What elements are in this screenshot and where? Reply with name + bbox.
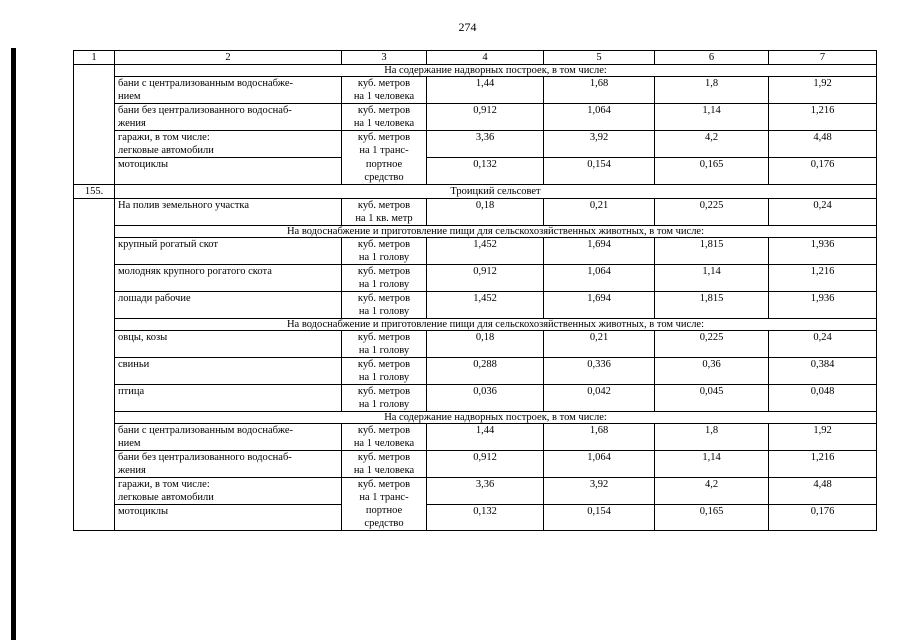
table-body: [74, 65, 877, 531]
item-name: птица: [115, 384, 342, 411]
section-row: [74, 318, 877, 330]
value-cell: 1,14: [655, 450, 769, 477]
blank-cell: [74, 291, 115, 318]
section-row: [74, 65, 877, 77]
value-cell: 0,24: [769, 330, 877, 357]
unit-cell: куб. метров на 1 кв. метр: [342, 198, 427, 225]
table-row: [74, 384, 877, 411]
value-cell: 0,048: [769, 384, 877, 411]
table-row: [74, 291, 877, 318]
unit-cell: куб. метров на 1 человека: [342, 450, 427, 477]
item-name: бани с централизованным водоснабже- нием: [115, 423, 342, 450]
value-cell: 1,064: [544, 264, 655, 291]
value-cell: 0,21: [544, 198, 655, 225]
value-cell: 1,8: [655, 77, 769, 104]
page-number: 274: [458, 20, 477, 34]
value-cell: 1,064: [544, 104, 655, 131]
item-name: лошади рабочие: [115, 291, 342, 318]
blank-cell: [74, 450, 115, 477]
column-number-cell: 5: [544, 51, 655, 65]
locality-row: [74, 184, 877, 198]
unit-cell: куб. метров на 1 транс-: [342, 477, 427, 504]
unit-cell: портное средство: [342, 158, 427, 185]
section-row: [74, 225, 877, 237]
column-number-cell: 2: [115, 51, 342, 65]
table-row: [74, 264, 877, 291]
value-cell: 1,694: [544, 237, 655, 264]
table-row: [74, 131, 877, 158]
value-cell: 1,14: [655, 264, 769, 291]
value-cell: 1,452: [427, 291, 544, 318]
column-number-row: [74, 51, 877, 65]
unit-cell: куб. метров на 1 голову: [342, 357, 427, 384]
blank-cell: [74, 423, 115, 450]
item-name: бани без централизованного водоснаб- жения: [115, 450, 342, 477]
value-cell: 4,48: [769, 131, 877, 158]
item-name: мотоциклы: [115, 504, 342, 531]
value-cell: 1,936: [769, 291, 877, 318]
blank-cell: [74, 384, 115, 411]
value-cell: 0,225: [655, 330, 769, 357]
unit-cell: куб. метров на 1 голову: [342, 384, 427, 411]
blank-cell: [74, 131, 115, 158]
value-cell: 3,92: [544, 477, 655, 504]
value-cell: 1,44: [427, 77, 544, 104]
column-number-cell: 6: [655, 51, 769, 65]
value-cell: 3,36: [427, 477, 544, 504]
blank-cell: [74, 357, 115, 384]
value-cell: 0,912: [427, 264, 544, 291]
table-row: [74, 504, 877, 531]
blank-cell: [74, 504, 115, 531]
table-row: [74, 77, 877, 104]
item-name: мотоциклы: [115, 158, 342, 185]
value-cell: 1,216: [769, 264, 877, 291]
blank-cell: [74, 158, 115, 185]
column-number-cell: 3: [342, 51, 427, 65]
table-row: [74, 237, 877, 264]
table-row: [74, 423, 877, 450]
blank-cell: [74, 477, 115, 504]
item-name: гаражи, в том числе: легковые автомобили: [115, 477, 342, 504]
item-name: гаражи, в том числе: легковые автомобили: [115, 131, 342, 158]
value-cell: 0,21: [544, 330, 655, 357]
blank-cell: [74, 237, 115, 264]
value-cell: 0,176: [769, 158, 877, 185]
value-cell: 0,36: [655, 357, 769, 384]
unit-cell: куб. метров на 1 человека: [342, 77, 427, 104]
value-cell: 1,936: [769, 237, 877, 264]
section-heading: На водоснабжение и приготовление пищи для сельскохозяйственных животных, в том числе:: [115, 225, 877, 237]
table-row: [74, 158, 877, 185]
value-cell: 1,216: [769, 450, 877, 477]
value-cell: 1,14: [655, 104, 769, 131]
value-cell: 0,912: [427, 450, 544, 477]
table-row: [74, 357, 877, 384]
blank-cell: [74, 65, 115, 77]
blank-cell: [74, 318, 115, 330]
unit-cell: куб. метров на 1 транс-: [342, 131, 427, 158]
value-cell: 0,154: [544, 158, 655, 185]
value-cell: 0,042: [544, 384, 655, 411]
table-row: [74, 450, 877, 477]
item-name: На полив земельного участка: [115, 198, 342, 225]
item-name: свиньи: [115, 357, 342, 384]
unit-cell: куб. метров на 1 человека: [342, 104, 427, 131]
column-number-cell: 1: [74, 51, 115, 65]
value-cell: 0,384: [769, 357, 877, 384]
value-cell: 0,24: [769, 198, 877, 225]
table-row: [74, 330, 877, 357]
locality-name: Троицкий сельсовет: [115, 184, 877, 198]
value-cell: 1,8: [655, 423, 769, 450]
value-cell: 3,36: [427, 131, 544, 158]
unit-cell: куб. метров на 1 голову: [342, 264, 427, 291]
value-cell: 1,92: [769, 77, 877, 104]
value-cell: 0,165: [655, 158, 769, 185]
value-cell: 4,48: [769, 477, 877, 504]
item-name: бани без централизованного водоснаб- жения: [115, 104, 342, 131]
water-consumption-norms-table: [73, 50, 877, 531]
value-cell: 1,815: [655, 237, 769, 264]
blank-cell: [74, 225, 115, 237]
section-heading: На содержание надворных построек, в том числе:: [115, 411, 877, 423]
item-name: бани с централизованным водоснабже- нием: [115, 77, 342, 104]
section-heading: На водоснабжение и приготовление пищи для сельскохозяйственных животных, в том числе:: [115, 318, 877, 330]
unit-cell: портное средство: [342, 504, 427, 531]
value-cell: 0,176: [769, 504, 877, 531]
section-heading: На содержание надворных построек, в том числе:: [115, 65, 877, 77]
value-cell: 1,216: [769, 104, 877, 131]
value-cell: 1,92: [769, 423, 877, 450]
value-cell: 3,92: [544, 131, 655, 158]
value-cell: 1,68: [544, 423, 655, 450]
value-cell: 4,2: [655, 131, 769, 158]
item-name: овцы, козы: [115, 330, 342, 357]
value-cell: 1,064: [544, 450, 655, 477]
unit-cell: куб. метров на 1 голову: [342, 330, 427, 357]
value-cell: 1,694: [544, 291, 655, 318]
value-cell: 0,045: [655, 384, 769, 411]
value-cell: 0,336: [544, 357, 655, 384]
value-cell: 0,132: [427, 158, 544, 185]
value-cell: 0,288: [427, 357, 544, 384]
column-number-cell: 7: [769, 51, 877, 65]
item-name: молодняк крупного рогатого скота: [115, 264, 342, 291]
table-row: [74, 477, 877, 504]
unit-cell: куб. метров на 1 голову: [342, 237, 427, 264]
value-cell: 0,912: [427, 104, 544, 131]
value-cell: 4,2: [655, 477, 769, 504]
value-cell: 0,225: [655, 198, 769, 225]
value-cell: 1,68: [544, 77, 655, 104]
value-cell: 1,44: [427, 423, 544, 450]
column-number-cell: 4: [427, 51, 544, 65]
value-cell: 1,815: [655, 291, 769, 318]
blank-cell: [74, 77, 115, 104]
unit-cell: куб. метров на 1 голову: [342, 291, 427, 318]
value-cell: 0,165: [655, 504, 769, 531]
value-cell: 1,452: [427, 237, 544, 264]
table-row: [74, 198, 877, 225]
section-row: [74, 411, 877, 423]
blank-cell: [74, 104, 115, 131]
value-cell: 0,18: [427, 198, 544, 225]
blank-cell: [74, 198, 115, 225]
item-name: крупный рогатый скот: [115, 237, 342, 264]
value-cell: 0,18: [427, 330, 544, 357]
blank-cell: [74, 411, 115, 423]
blank-cell: [74, 264, 115, 291]
value-cell: 0,154: [544, 504, 655, 531]
value-cell: 0,132: [427, 504, 544, 531]
table-row: [74, 104, 877, 131]
blank-cell: [74, 330, 115, 357]
unit-cell: куб. метров на 1 человека: [342, 423, 427, 450]
locality-number: 155.: [74, 184, 115, 198]
scan-edge-bar: [11, 48, 16, 640]
value-cell: 0,036: [427, 384, 544, 411]
